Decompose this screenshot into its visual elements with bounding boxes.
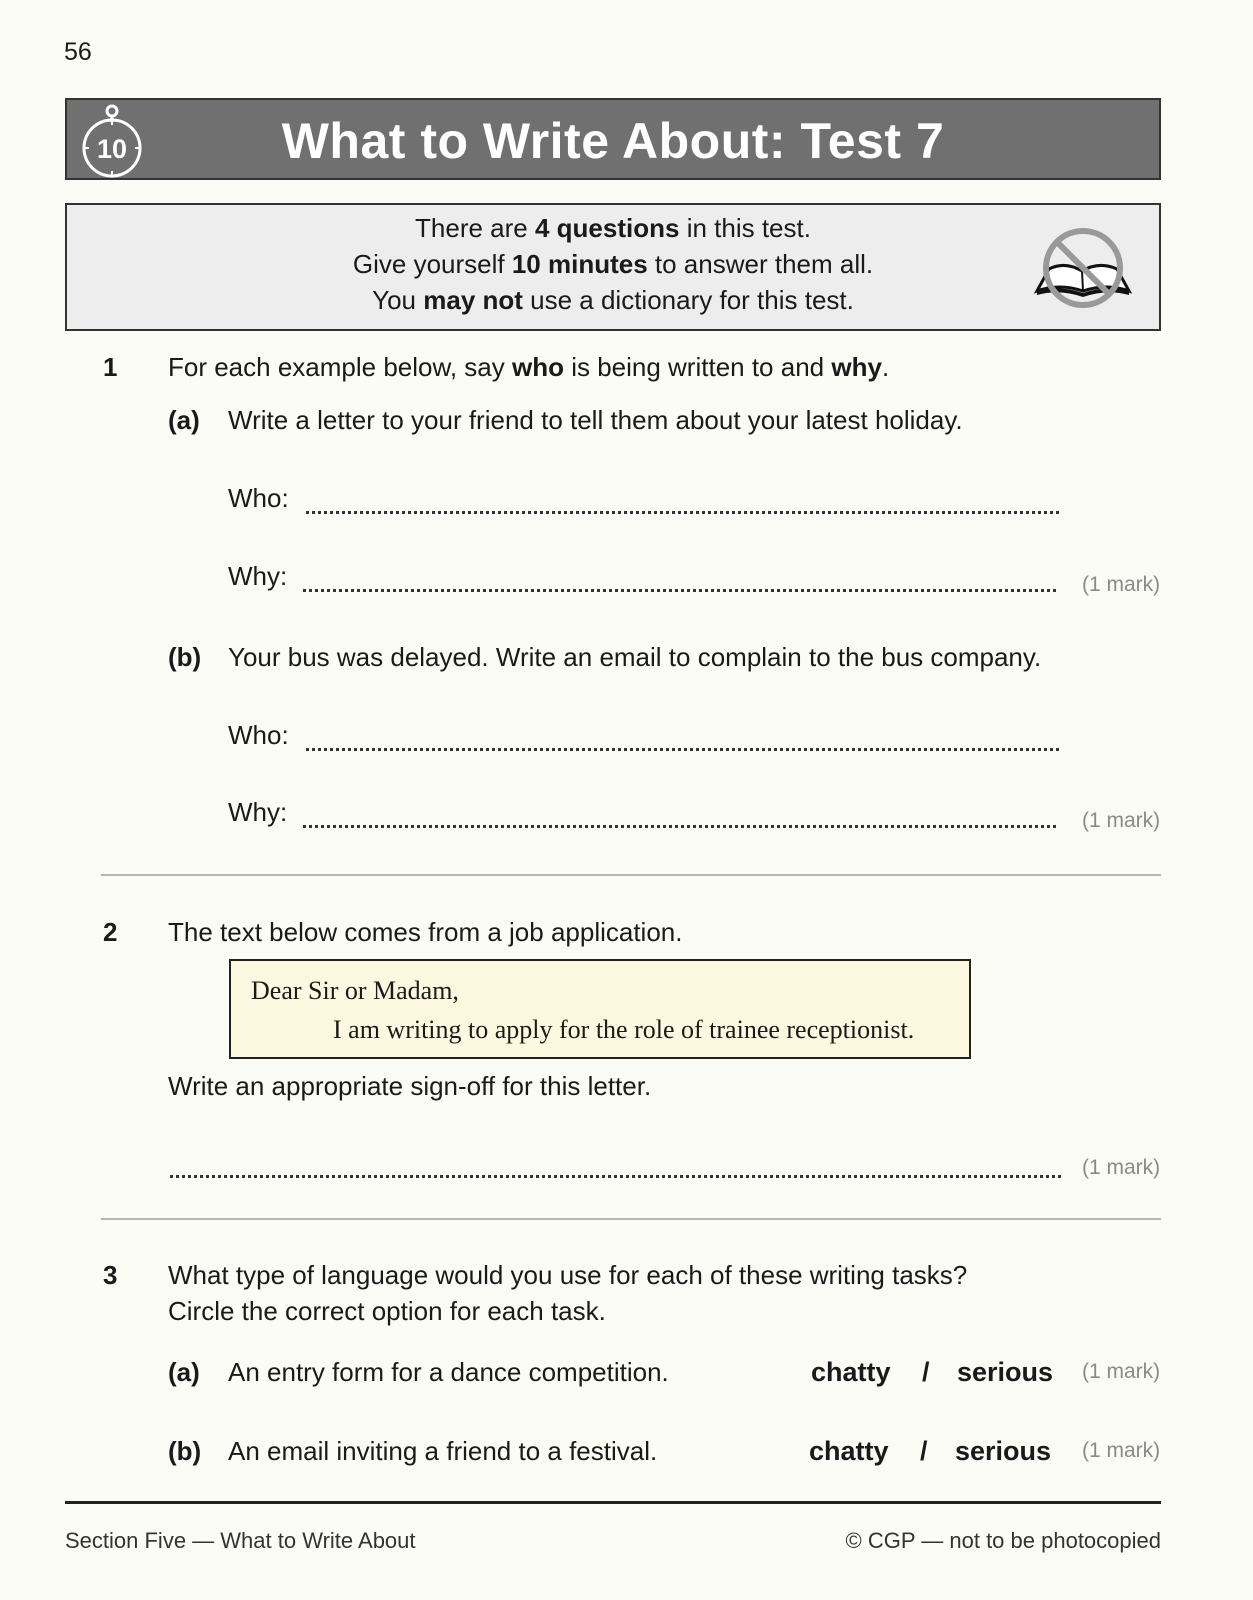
footer-copyright: © CGP — not to be photocopied bbox=[845, 1528, 1161, 1553]
q3-part-b-text: An email inviting a friend to a festival. bbox=[228, 1436, 658, 1466]
q1b-why-answer-line[interactable] bbox=[303, 825, 1056, 828]
q1-part-a-label: (a) bbox=[168, 405, 200, 435]
q2-mark: (1 mark) bbox=[1082, 1156, 1161, 1179]
page-title: What to Write About: Test 7 bbox=[281, 113, 945, 169]
title-bar bbox=[65, 98, 1161, 180]
question-3-text-line-2: Circle the correct option for each task. bbox=[168, 1296, 606, 1326]
q1a-who-answer-line[interactable] bbox=[306, 511, 1059, 514]
question-1-text: For each example below, say who is being written to and why. bbox=[168, 352, 890, 382]
q1a-why-label: Why: bbox=[228, 561, 288, 591]
q1a-mark: (1 mark) bbox=[1082, 573, 1161, 596]
footer-section-title: Section Five — What to Write About bbox=[65, 1528, 416, 1553]
q1b-why-label: Why: bbox=[228, 797, 288, 827]
question-2-prompt: Write an appropriate sign-off for this letter. bbox=[168, 1071, 652, 1101]
q1-part-b-label: (b) bbox=[168, 642, 202, 672]
letter-opening-line: I am writing to apply for the role of trainee receptionist. bbox=[333, 1015, 915, 1044]
no-dictionary-icon bbox=[1033, 225, 1133, 311]
q1-part-a-text: Write a letter to your friend to tell them about your latest holiday. bbox=[228, 405, 963, 435]
letter-excerpt-box bbox=[229, 959, 971, 1059]
q3a-mark: (1 mark) bbox=[1082, 1360, 1161, 1383]
q3b-option-separator: / bbox=[920, 1436, 928, 1466]
divider-1 bbox=[101, 874, 1161, 876]
q3-part-b-label: (b) bbox=[168, 1436, 202, 1466]
q1b-mark: (1 mark) bbox=[1082, 809, 1161, 832]
info-line-1: There are 4 questions in this test. bbox=[415, 213, 811, 243]
timer-value: 10 bbox=[96, 134, 128, 164]
q1a-why-answer-line[interactable] bbox=[303, 589, 1056, 592]
q3b-option-chatty[interactable]: chatty bbox=[809, 1436, 889, 1466]
instructions-box bbox=[65, 203, 1161, 331]
q1-part-b-text: Your bus was delayed. Write an email to complain to the bus company. bbox=[228, 642, 1042, 672]
question-2-text: The text below comes from a job application. bbox=[168, 917, 683, 947]
divider-2 bbox=[101, 1218, 1161, 1220]
question-3-text-line-1: What type of language would you use for each of these writing tasks? bbox=[168, 1260, 968, 1290]
question-number-2: 2 bbox=[103, 917, 118, 947]
info-line-3: You may not use a dictionary for this test. bbox=[372, 285, 854, 315]
page-number: 56 bbox=[64, 38, 92, 66]
q1b-who-answer-line[interactable] bbox=[306, 748, 1059, 751]
q3a-option-chatty[interactable]: chatty bbox=[811, 1357, 891, 1387]
q3a-option-serious[interactable]: serious bbox=[957, 1357, 1054, 1387]
letter-greeting: Dear Sir or Madam, bbox=[251, 976, 459, 1005]
q3-part-a-label: (a) bbox=[168, 1357, 200, 1387]
q1a-who-label: Who: bbox=[228, 483, 289, 513]
info-line-2: Give yourself 10 minutes to answer them all. bbox=[352, 249, 874, 279]
footer-rule bbox=[65, 1501, 1161, 1504]
q1b-who-label: Who: bbox=[228, 720, 289, 750]
q3b-mark: (1 mark) bbox=[1082, 1439, 1161, 1462]
q3-part-a-text: An entry form for a dance competition. bbox=[228, 1357, 669, 1387]
q3a-option-separator: / bbox=[922, 1357, 930, 1387]
question-number-1: 1 bbox=[103, 352, 118, 382]
question-number-3: 3 bbox=[103, 1260, 118, 1290]
q3b-option-serious[interactable]: serious bbox=[955, 1436, 1052, 1466]
q2-answer-line[interactable] bbox=[170, 1175, 1061, 1178]
